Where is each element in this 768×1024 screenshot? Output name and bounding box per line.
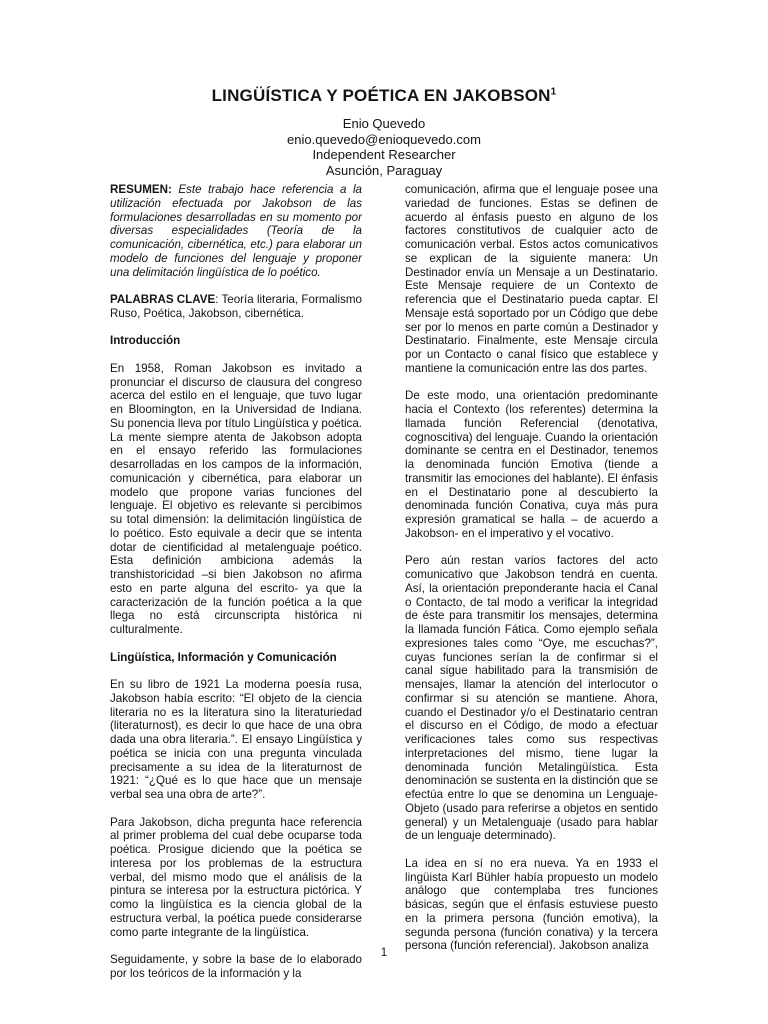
paper-title	[0, 86, 768, 106]
abstract-text: Este trabajo hace referencia a la utilización efectuada por Jakobson de las formulaciones desarrolladas en su momento por diversas especialidades (Teoría de la comunicación, cibernética, etc.) para elaborar un modelo de funciones del lenguaje y proponer una delimitación lingüística de lo poético.	[110, 183, 362, 279]
author-name: Enio Quevedo	[342, 116, 426, 131]
footnote-marker[interactable]: 1	[550, 86, 557, 98]
paragraph-intro-1: En 1958, Roman Jakobson es invitado a pronunciar el discurso de clausura del congreso acerca del estilo en el lenguaje, que tuvo lugar en Bloomington, en la Universidad de Indiana. Su ponencia lleva por título Lingüística y poética. La mente siempre atenta de Jakobson adopta en el ensayo referido las formulaciones desarrolladas en los campos de la información, comunicación y cibernética, para elaborar un modelo que propone varias funciones del lenguaje. El objetivo es relevante si percibimos su total dimensión: la delimitación lingüística de lo poético. Esto equivale a decir que se intenta dotar de cientificidad al metalenguaje poético. Esta definición ambiciona además la transhistoricidad –si bien Jakobson no afirma esto en parte alguna del escrito- ya que la caracterización de la función poética a la que llega no está circunscripta histórica ni culturalmente.	[110, 361, 362, 636]
section-heading-linguistica: Lingüística, Información y Comunicación	[110, 650, 337, 664]
paragraph-ling-3: Seguidamente, y sobre la base de lo elaborado por los teóricos de la información y la	[110, 953, 362, 980]
author-location: Asunción, Paraguay	[325, 162, 443, 178]
keywords-text: : Teoría literaria, Formalismo Ruso, Poética, Jakobson, cibernética.	[110, 293, 362, 320]
page-number: 1	[380, 947, 388, 959]
left-column	[110, 183, 362, 981]
abstract	[110, 183, 362, 279]
author-block	[0, 116, 768, 178]
paragraph-ling-2: Para Jakobson, dicha pregunta hace referencia al primer problema del cual debe ocuparse toda poética. Prosigue diciendo que la poética se interesa por los problemas de la estructura verbal, del mismo modo que el análisis de la pintura se interesa por la estructura pictórica. Y como la lingüística es la ciencia global de la estructura verbal, la poética puede considerarse como parte integrante de la lingüística.	[110, 815, 362, 939]
keywords	[110, 293, 362, 321]
author-email[interactable]: enio.quevedo@enioquevedo.com	[287, 131, 481, 147]
paragraph-right-4: La idea en sí no era nueva. Ya en 1933 el lingüista Karl Bühler había propuesto un modelo análogo que contemplaba tres funciones básicas, según que el énfasis estuviese puesto en la primera persona (función emotiva), la segunda persona (función conativa) y la tercera persona (función referencial). Jakobson analiza	[405, 856, 658, 953]
paragraph-right-1: comunicación, afirma que el lenguaje posee una variedad de funciones. Estas se definen de acuerdo al énfasis puesto en alguno de los factores constitutivos de cualquier acto de comunicación verbal. Estos actos comunicativos se explican de la siguiente manera: Un Destinador envía un Mensaje a un Destinatario. Este Mensaje requiere de un Contexto de referencia que el Destinatario pueda captar. El Mensaje está soportado por un Código que debe ser por lo menos en parte común a Destinador y Destinatario. Finalmente, este Mensaje circula por un Contacto o canal físico que establece y mantiene la comunicación entre las dos partes.	[405, 183, 658, 375]
author-affiliation: Independent Researcher	[312, 147, 456, 162]
keywords-label: PALABRAS CLAVE	[110, 293, 216, 306]
paragraph-right-3: Pero aún restan varios factores del acto comunicativo que Jakobson tendrá en cuenta. Así, la orientación preponderante hacia el Canal o Contacto, de tal modo a verificar la integridad de éste para transmitir los mensajes, determina la llamada función Fática. Como ejemplo señala expresiones tales como “Oye, me escuchas?”, cuyas funciones serían la de confirmar si el canal sigue habilitado para la transmisión de mensajes, llamar la atención del interlocutor o confirmar si su atención se mantiene. Ahora, cuando el Destinador y/o el Destinatario centran el discurso en el Código, de modo a efectuar verificaciones tales como sus respectivas interpretaciones del mismo, tiene lugar la denominada función Metalingüística. Esta denominación se sustenta en la distinción que se efectúa entre lo que se denomina un Lenguaje-Objeto (usado para referirse a objetos en sentido general) y un Metalenguaje (usado para hablar de un lenguaje determinado).	[405, 554, 658, 843]
abstract-label: RESUMEN:	[110, 183, 172, 196]
section-heading-introduccion: Introducción	[110, 334, 181, 348]
paragraph-ling-1: En su libro de 1921 La moderna poesía rusa, Jakobson había escrito: “El objeto de la ciencia literaria no es la literatura sino la literaturiedad (literaturnost), es decir lo que hace de una obra dada una obra literaria.”. El ensayo Lingüística y poética se inicia con una pregunta vinculada precisamente a su idea de la literaturnost de 1921: “¿Qué es lo que hace que un mensaje verbal sea una obra de arte?”.	[110, 678, 362, 801]
paragraph-right-2: De este modo, una orientación predominante hacia el Contexto (los referentes) determina la llamada función Referencial (denotativa, cognoscitiva) del lenguaje. Cuando la orientación dominante se centra en el Destinador, tenemos la denominada función Emotiva (tiende a transmitir las emociones del hablante). El énfasis en el Destinatario pone al descubierto la denominada función Conativa, cuya más pura expresión gramatical se halla – de acuerdo a Jakobson- en el imperativo y el vocativo.	[405, 389, 658, 540]
paper-title-text: LINGÜÍSTICA Y POÉTICA EN JAKOBSON	[211, 86, 551, 105]
right-column	[405, 183, 658, 953]
